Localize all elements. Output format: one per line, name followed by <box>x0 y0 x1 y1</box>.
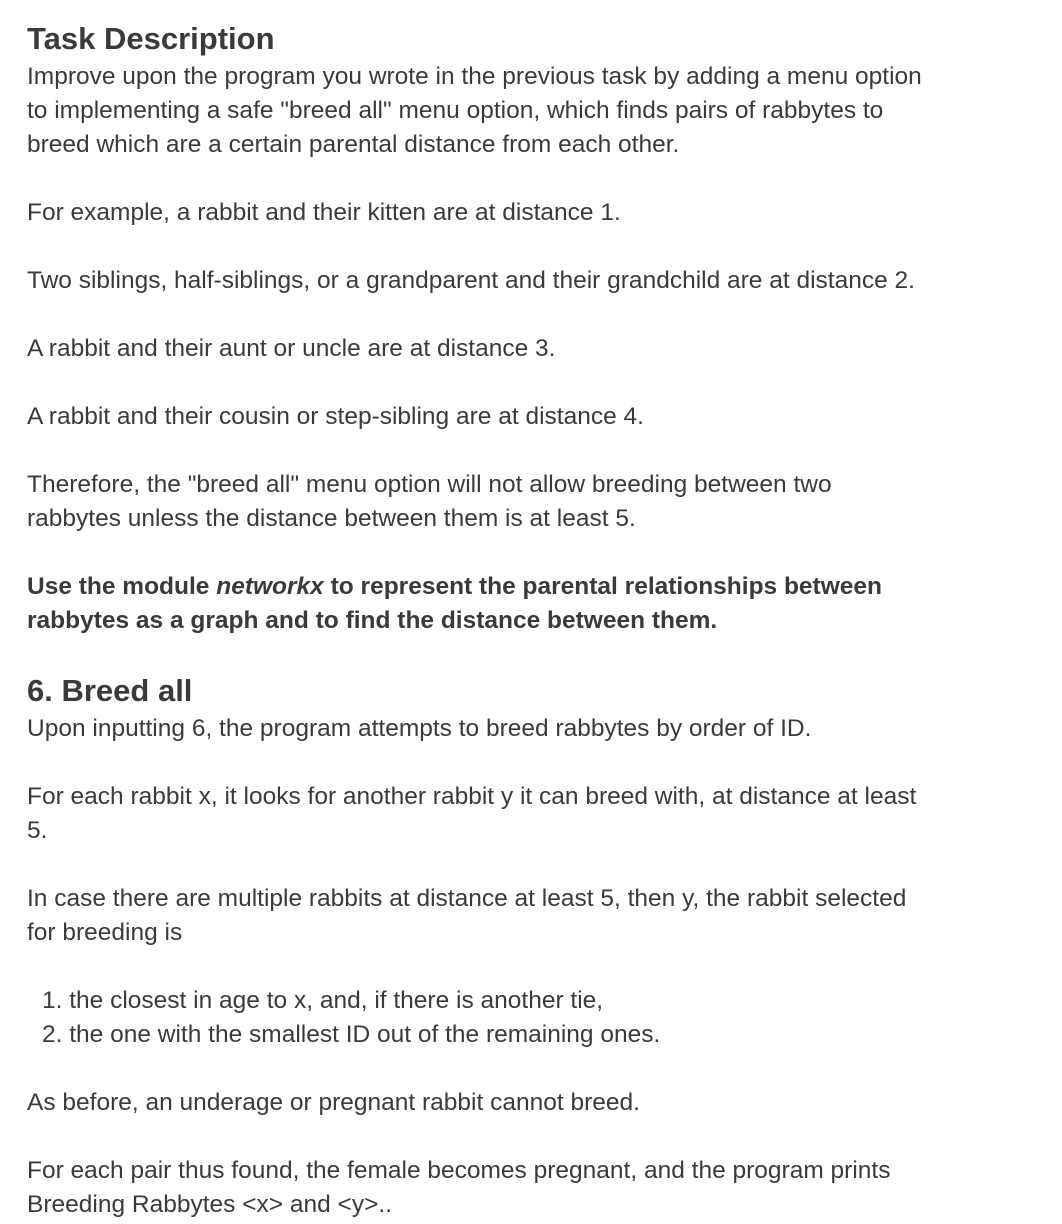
multiple-rabbits-line-1: In case there are multiple rabbits at distance at least 5, then y, the rabbit selected <box>27 885 907 912</box>
intro-line-3: breed which are a certain parental distance from each other. <box>27 131 680 158</box>
breed-all-input-line: Upon inputting 6, the program attempts to breed rabbytes by order of ID. <box>27 715 812 742</box>
underage-rule-line: As before, an underage or pregnant rabbit cannot breed. <box>27 1089 640 1116</box>
networkx-after: to represent the parental relationships between <box>323 573 882 600</box>
distance-2-example: Two siblings, half-siblings, or a grandparent and their grandchild are at distance 2. <box>27 267 915 294</box>
networkx-instruction-line-1 <box>27 570 882 604</box>
each-rabbit-line-1: For each rabbit x, it looks for another rabbit y it can breed with, at distance at least <box>27 783 917 810</box>
distance-3-example: A rabbit and their aunt or uncle are at distance 3. <box>27 335 556 362</box>
breed-all-heading: 6. Breed all <box>27 673 193 708</box>
each-rabbit-line-2: 5. <box>27 817 48 844</box>
therefore-line-1: Therefore, the "breed all" menu option will not allow breeding between two <box>27 471 832 498</box>
networkx-instruction-line-2: rabbytes as a graph and to find the distance between them. <box>27 607 718 634</box>
criteria-list-item: 1. the closest in age to x, and, if there is another tie, <box>42 987 604 1014</box>
distance-4-example: A rabbit and their cousin or step-sibling are at distance 4. <box>27 403 644 430</box>
pair-result-line-2: Breeding Rabbytes <x> and <y>.. <box>27 1191 393 1218</box>
task-description-heading: Task Description <box>27 21 275 56</box>
intro-line-2: to implementing a safe "breed all" menu option, which finds pairs of rabbytes to <box>27 97 884 124</box>
networkx-module-name: networkx <box>216 573 324 600</box>
criteria-list-item: 2. the one with the smallest ID out of the remaining ones. <box>42 1021 661 1048</box>
pair-result-line-1: For each pair thus found, the female becomes pregnant, and the program prints <box>27 1157 891 1184</box>
intro-line-1: Improve upon the program you wrote in the previous task by adding a menu option <box>27 63 922 90</box>
distance-1-example: For example, a rabbit and their kitten are at distance 1. <box>27 199 621 226</box>
therefore-line-2: rabbytes unless the distance between them is at least 5. <box>27 505 636 532</box>
networkx-before: Use the module <box>27 573 217 600</box>
multiple-rabbits-line-2: for breeding is <box>27 919 183 946</box>
